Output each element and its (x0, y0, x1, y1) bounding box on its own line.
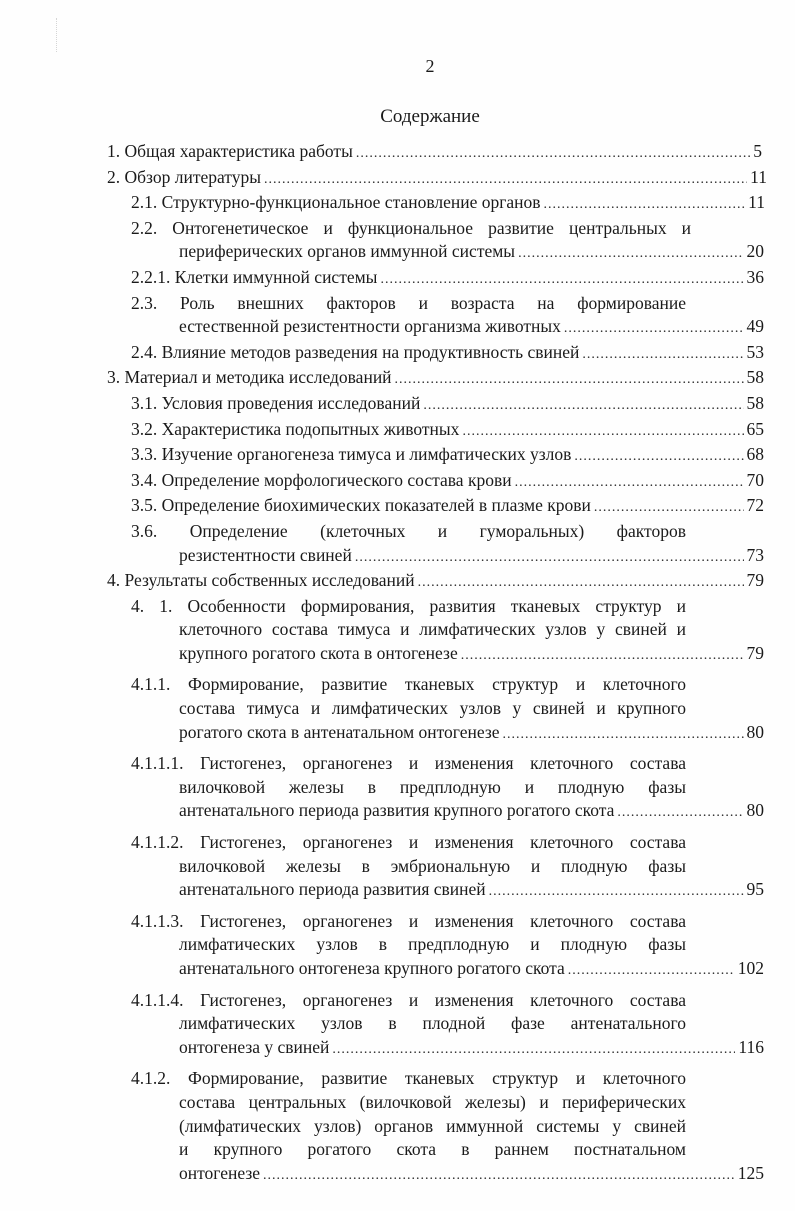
toc-entry-title: 2.2.1. Клетки иммунной системы (131, 266, 378, 287)
toc-entry-line: лимфатических узлов в плодной фазе антенатального (179, 1013, 686, 1034)
toc-entry[interactable] (131, 831, 764, 904)
dot-leader (564, 317, 744, 341)
toc-entry-line: 4. 1. Особенности формирования, развития тканевых структур и (131, 595, 686, 616)
toc-entry-page: 70 (746, 469, 764, 490)
toc-entry-page: 11 (750, 166, 767, 187)
toc-entry-page: 95 (746, 879, 764, 900)
dot-leader (462, 420, 743, 444)
toc-entry-page: 72 (746, 495, 764, 516)
toc-entry-line: 4.1.1.1. Гистогенез, органогенез и изменения клеточного состава (131, 753, 686, 774)
toc-entry-page: 116 (738, 1036, 764, 1057)
toc-entry[interactable] (131, 341, 764, 367)
toc-entry-title: антенатального онтогенеза крупного рогатого скота (179, 958, 565, 978)
toc-entry-page: 102 (737, 958, 764, 978)
toc-entry-line: 2.2. Онтогенетическое и функциональное развитие центральных и (131, 217, 691, 238)
toc-entry[interactable] (107, 166, 767, 192)
toc-title: Содержание (380, 106, 480, 127)
toc-entry-title: 3.5. Определение биохимических показателей в плазме крови (131, 495, 591, 516)
dot-leader (617, 801, 743, 825)
toc-entry-title: резистентности свиней (179, 544, 352, 565)
toc-entry-title: рогатого скота в антенатальном онтогенезе (179, 721, 500, 742)
toc-entry-title: онтогенеза у свиней (179, 1036, 330, 1057)
toc-entry-title: 2.4. Влияние методов разведения на продуктивность свиней (131, 341, 580, 362)
toc-entry[interactable] (131, 418, 764, 444)
toc-entry-title: 2. Обзор литературы (107, 166, 261, 187)
toc-entry-page: 58 (746, 367, 764, 388)
toc-entry-title: 3.3. Изучение органогенеза тимуса и лимфатических узлов (131, 444, 572, 465)
toc-entry-title: антенатального периода развития свиней (179, 879, 486, 900)
page-number: 2 (425, 56, 435, 76)
toc-entry-page: 65 (746, 418, 764, 439)
toc-entry-line: 4.1.1.4. Гистогенез, органогенез и изменения клеточного состава (131, 989, 686, 1010)
toc-entry[interactable] (131, 469, 764, 495)
toc-entry-page: 68 (746, 444, 764, 465)
dot-leader (518, 242, 743, 266)
toc-entry-line: 4.1.1.2. Гистогенез, органогенез и изменения клеточного состава (131, 832, 686, 853)
toc-entry-page: 53 (746, 341, 764, 362)
dot-leader (544, 193, 746, 217)
toc-entry-title: периферических органов иммунной системы (179, 241, 516, 262)
dot-leader (423, 394, 743, 418)
toc-entry-title: 3.1. Условия проведения исследований (131, 392, 421, 413)
toc-entry-line: (лимфатических узлов) органов иммунной системы у свиней (179, 1115, 686, 1136)
toc-entry[interactable] (107, 140, 762, 166)
toc-entry-page: 58 (746, 392, 764, 413)
toc-entry-line: 2.3. Роль внешних факторов и возраста на формирование (131, 292, 686, 313)
scan-artifact (56, 18, 71, 52)
toc-entry-title: естественной резистентности организма животных (179, 316, 561, 337)
toc-entry-page: 73 (746, 544, 764, 565)
toc-entry[interactable] (131, 292, 764, 341)
dot-leader (568, 959, 735, 983)
toc-entry-title: антенатального периода развития крупного рогатого скота (179, 800, 615, 821)
toc-entry[interactable] (131, 217, 764, 266)
toc-entry-title: 1. Общая характеристика работы (107, 141, 353, 161)
toc-entry-line: клеточного состава тимуса и лимфатических узлов у свиней и (179, 619, 686, 640)
toc-entry-line: 4.1.1. Формирование, развитие тканевых структур и клеточного (131, 674, 686, 695)
toc-entry[interactable] (107, 569, 764, 595)
dot-leader (395, 368, 744, 392)
toc-entry-line: 4.1.2. Формирование, развитие тканевых структур и клеточного (131, 1068, 686, 1089)
toc-entry-line: состава центральных (вилочковой железы) и периферических (179, 1091, 686, 1112)
toc-entry[interactable] (131, 266, 764, 292)
dot-leader (355, 546, 744, 570)
toc-entry-title: 3.4. Определение морфологического состава крови (131, 469, 512, 490)
dot-leader (418, 571, 744, 595)
dot-leader (594, 496, 744, 520)
dot-leader (380, 268, 743, 292)
toc-entry-title: крупного рогатого скота в онтогенезе (179, 642, 458, 663)
toc-entry-page: 80 (746, 800, 764, 821)
toc-entry-title: 2.1. Структурно-функциональное становление органов (131, 192, 541, 213)
toc-entry-page: 80 (746, 721, 764, 742)
dot-leader (332, 1038, 735, 1062)
toc-entry[interactable] (131, 443, 764, 469)
toc-entry-page: 79 (746, 642, 764, 663)
toc-entry-line: состава тимуса и лимфатических узлов у свиней и крупного (179, 698, 686, 719)
toc-entry-page: 5 (753, 141, 762, 161)
toc-entry-page: 125 (737, 1162, 764, 1183)
toc-entry-line: 3.6. Определение (клеточных и гуморальных) факторов (131, 520, 686, 541)
toc-entry-page: 79 (746, 570, 764, 591)
dot-leader (503, 723, 744, 747)
toc-entry[interactable] (131, 910, 764, 983)
toc-entry-line: вилочковой железы в предплодную и плодную фазы (179, 776, 686, 797)
toc-entry-title: 3. Материал и методика исследований (107, 367, 392, 388)
dot-leader (515, 471, 744, 495)
table-of-contents (0, 140, 795, 1187)
toc-entry-title: 3.2. Характеристика подопытных животных (131, 418, 460, 439)
toc-entry[interactable] (107, 366, 764, 392)
dot-leader (356, 142, 750, 166)
dot-leader (461, 644, 744, 668)
toc-entry-line: лимфатических узлов в предплодную и плодную фазы (179, 934, 686, 955)
toc-entry[interactable] (131, 595, 764, 668)
toc-entry-page: 36 (746, 266, 764, 287)
toc-entry-page: 11 (748, 192, 765, 213)
toc-entry[interactable] (131, 1067, 764, 1187)
toc-entry-title: онтогенезе (179, 1162, 261, 1183)
toc-entry-line: 4.1.1.3. Гистогенез, органогенез и изменения клеточного состава (131, 910, 686, 931)
toc-entry[interactable] (131, 191, 765, 217)
toc-entry[interactable] (131, 673, 764, 746)
toc-entry-line: и крупного рогатого скота в раннем постнатальном (179, 1139, 686, 1160)
dot-leader (574, 445, 743, 469)
toc-entry-line: вилочковой железы в эмбриональную и плодную фазы (179, 855, 686, 876)
dot-leader (489, 880, 744, 904)
dot-leader (582, 343, 743, 367)
toc-entry-page: 20 (746, 241, 764, 262)
toc-entry[interactable] (131, 392, 764, 418)
toc-entry[interactable] (131, 494, 764, 520)
toc-entry-title: 4. Результаты собственных исследований (107, 570, 415, 591)
toc-entry[interactable] (131, 989, 764, 1062)
dot-leader (263, 1164, 735, 1188)
toc-entry[interactable] (131, 752, 764, 825)
toc-entry-page: 49 (746, 316, 764, 337)
dot-leader (264, 168, 747, 192)
toc-entry[interactable] (131, 520, 764, 569)
